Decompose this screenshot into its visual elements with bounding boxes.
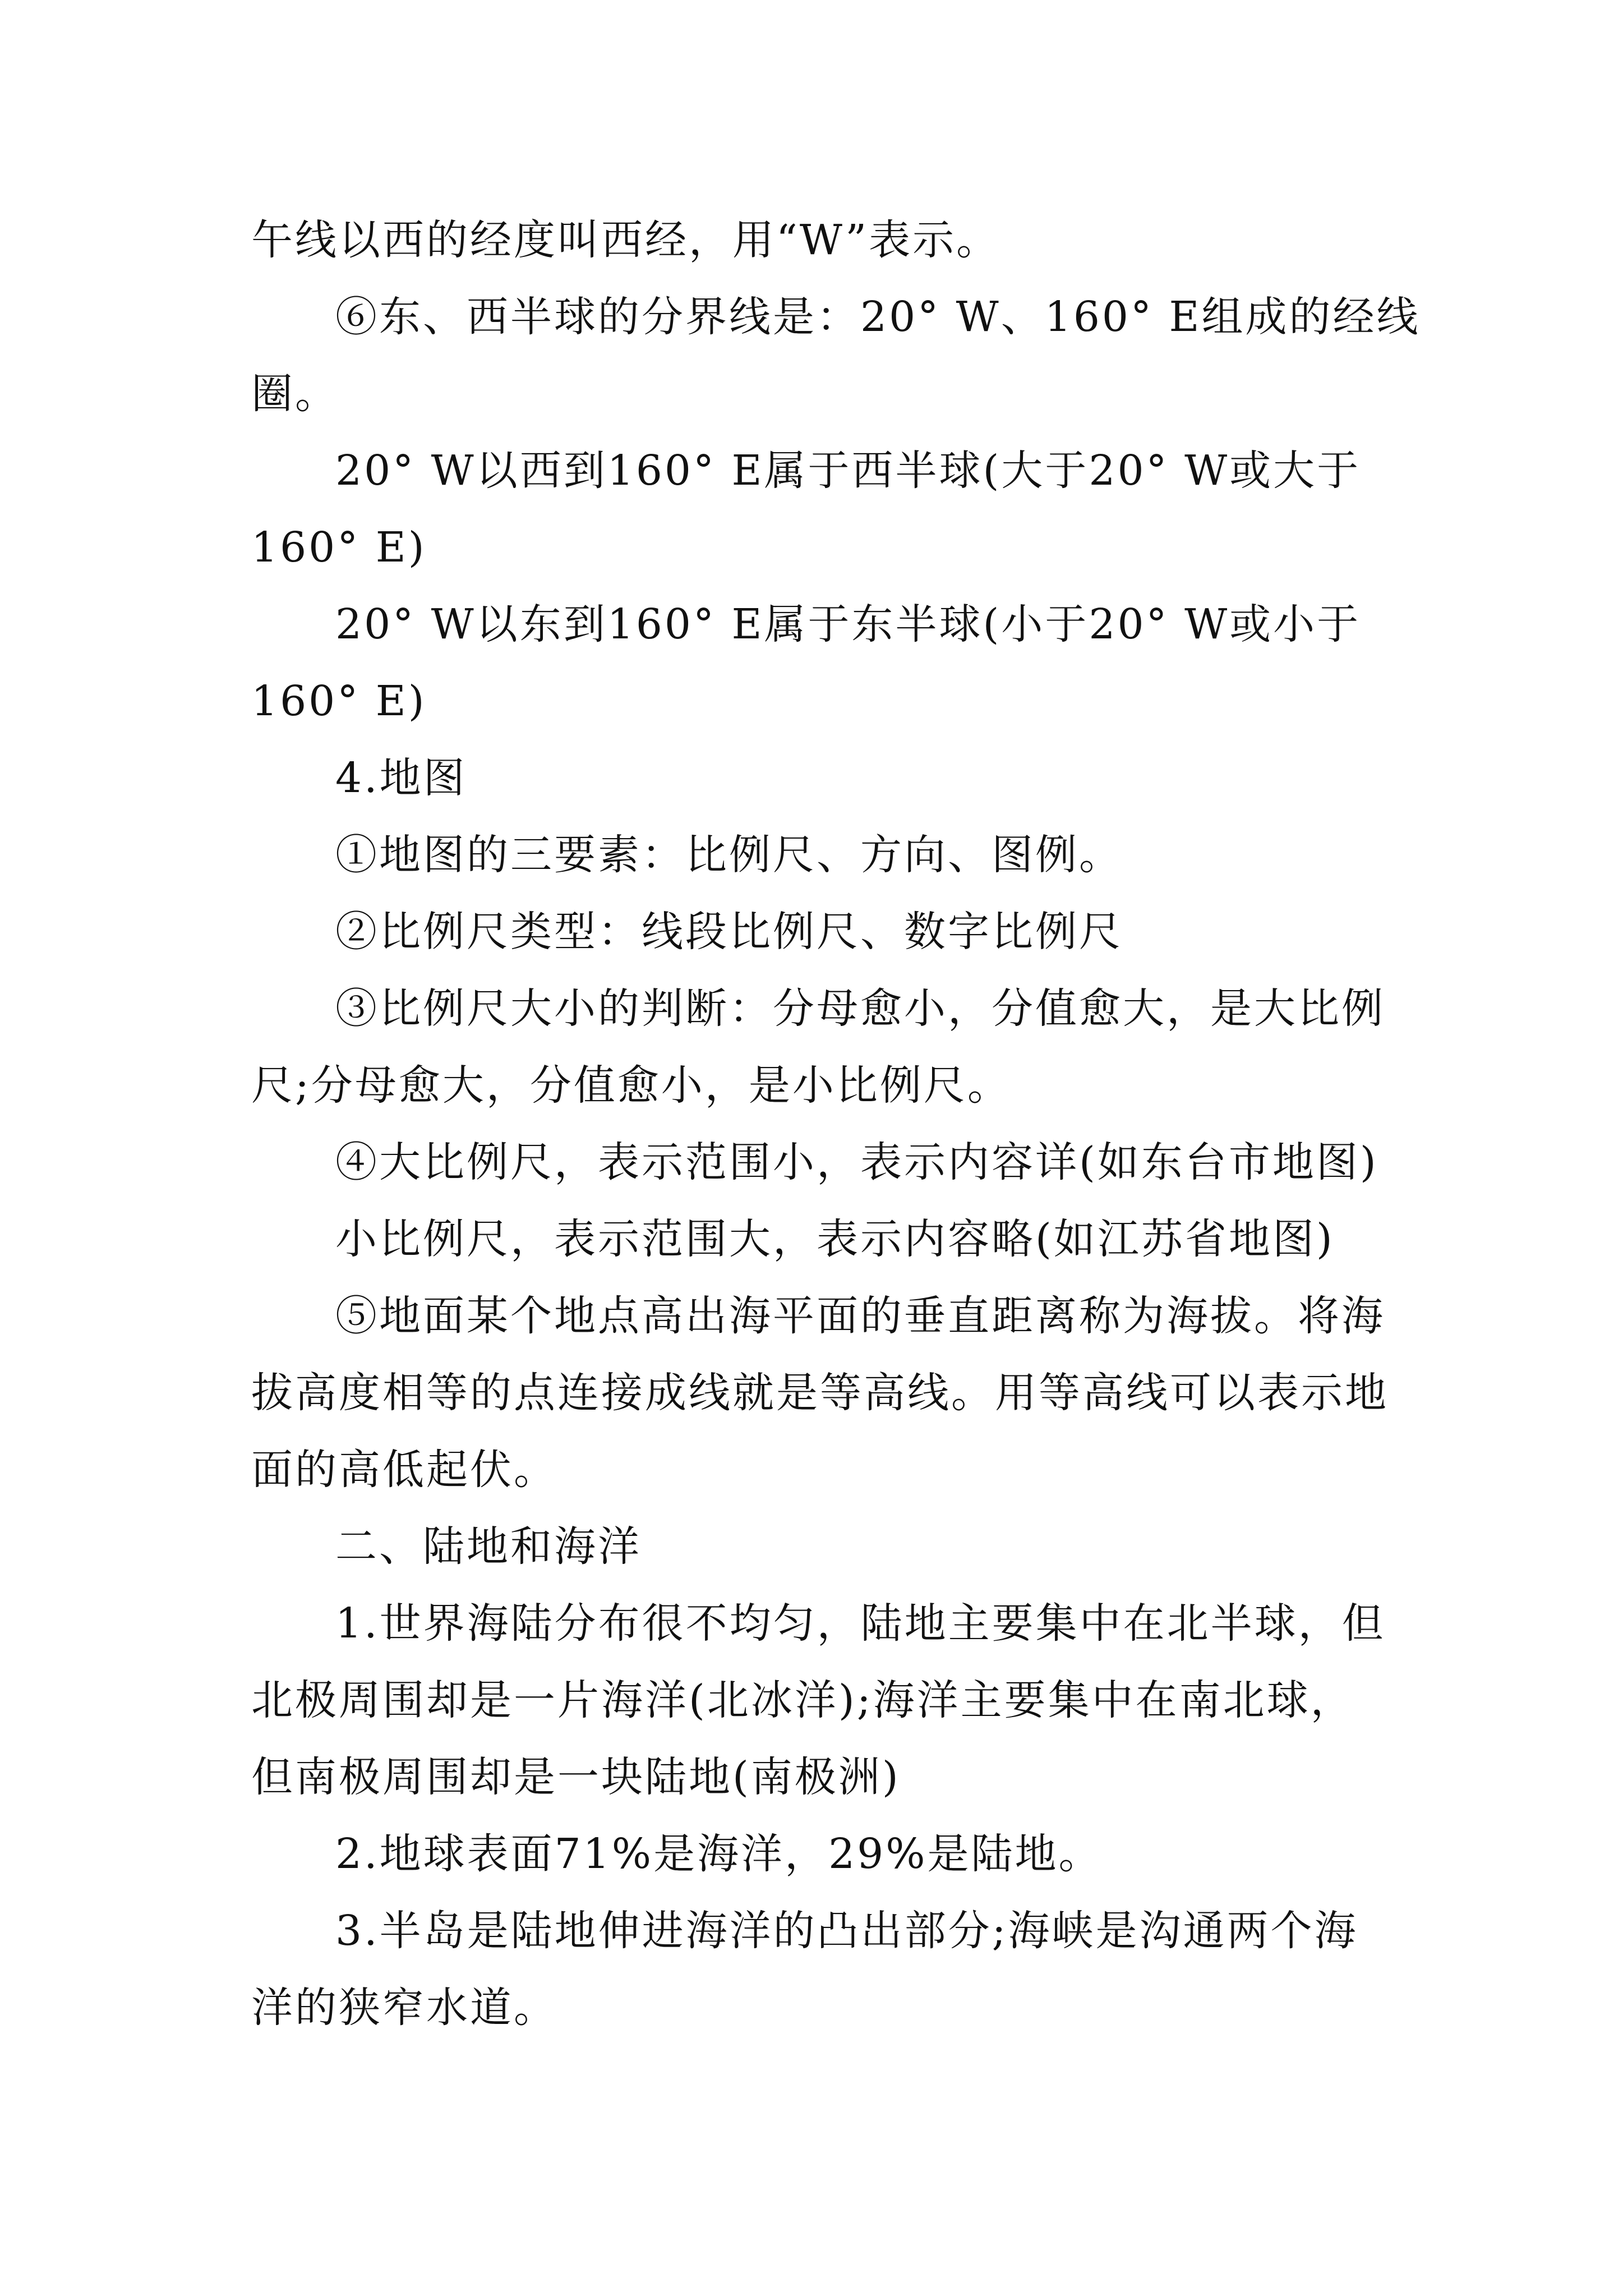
text-line: 洋的狭窄水道。 (251, 1984, 557, 2032)
text-line: 20° W以东到160° E属于东半球(小于20° W或小于 (335, 600, 1361, 648)
text-line: 160° E) (251, 523, 427, 572)
text-line: ③比例尺大小的判断：分母愈小，分值愈大，是大比例 (335, 984, 1385, 1033)
paragraph-eastern-hemisphere (251, 586, 1378, 740)
text-line: 二、陆地和海洋 (335, 1522, 642, 1571)
paragraph-peninsula-strait (251, 1893, 1378, 2046)
text-line: ②比例尺类型：线段比例尺、数字比例尺 (335, 908, 1123, 956)
text-line: ①地图的三要素：比例尺、方向、图例。 (335, 831, 1123, 879)
text-line: 但南极周围却是一块陆地(南极洲) (251, 1753, 901, 1801)
text-line: 尺;分母愈大，分值愈小，是小比例尺。 (251, 1061, 1011, 1110)
text-line: 20° W以西到160° E属于西半球(大于20° W或大于 (335, 447, 1361, 495)
text-line: ⑥东、西半球的分界线是：20° W、160° E组成的经线 (335, 293, 1421, 341)
paragraph-small-scale (251, 1201, 1378, 1278)
paragraph-scale-types (251, 894, 1378, 970)
text-line: 午线以西的经度叫西经，用“W”表示。 (251, 216, 1000, 264)
paragraph-hemisphere-boundary (251, 279, 1421, 432)
paragraph-large-scale (251, 1124, 1378, 1201)
text-line: 北极周围却是一片海洋(北冰洋);海洋主要集中在南北球， (251, 1676, 1354, 1724)
text-line: 2.地球表面71%是海洋，29%是陆地。 (335, 1830, 1103, 1878)
text-line: 面的高低起伏。 (251, 1446, 557, 1494)
paragraph-land-sea-distribution (251, 1585, 1386, 1816)
text-line: ⑤地面某个地点高出海平面的垂直距离称为海拔。将海 (335, 1292, 1385, 1340)
text-line: ④大比例尺，表示范围小，表示内容详(如东台市地图) (335, 1138, 1378, 1186)
document-body (251, 202, 1421, 2046)
paragraph-scale-judgement (251, 970, 1385, 1124)
paragraph-west-longitude (251, 202, 1378, 279)
text-line: 4.地图 (335, 754, 467, 802)
section-heading-map (251, 740, 1378, 817)
text-line: 1.世界海陆分布很不均匀，陆地主要集中在北半球，但 (335, 1599, 1386, 1648)
paragraph-altitude-contour (251, 1278, 1389, 1508)
text-line: 3.半岛是陆地伸进海洋的凸出部分;海峡是沟通两个海 (335, 1907, 1358, 1955)
text-line: 小比例尺，表示范围大，表示内容略(如江苏省地图) (335, 1215, 1335, 1263)
text-line: 160° E) (251, 677, 427, 725)
paragraph-map-elements (251, 817, 1378, 894)
paragraph-western-hemisphere (251, 432, 1378, 586)
text-line: 圈。 (251, 370, 339, 418)
paragraph-surface-ratio (251, 1816, 1378, 1893)
section-heading-land-ocean (251, 1508, 1378, 1585)
text-line: 拔高度相等的点连接成线就是等高线。用等高线可以表示地 (251, 1369, 1389, 1417)
